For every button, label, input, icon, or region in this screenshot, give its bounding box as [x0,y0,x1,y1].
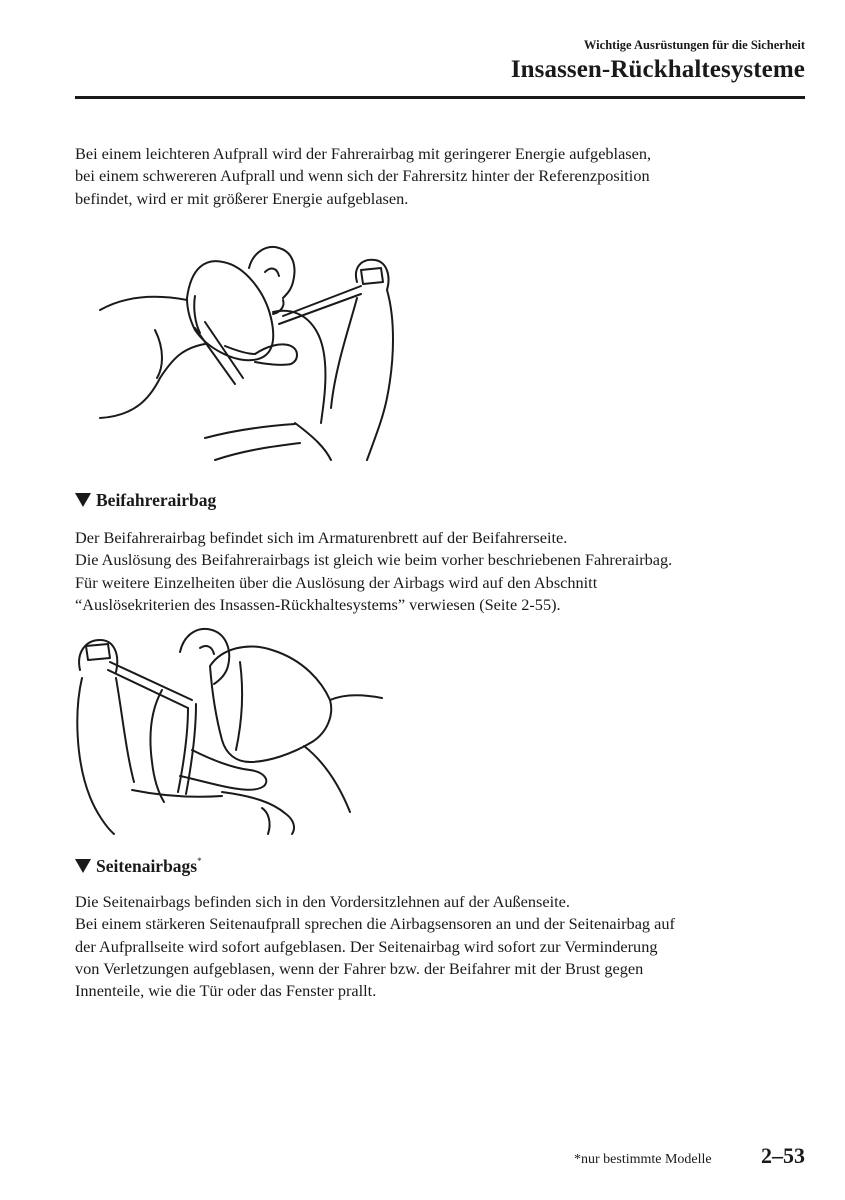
section-label: Wichtige Ausrüstungen für die Sicherheit [583,38,805,52]
passenger-line: Die Auslösung des Beifahrerairbags ist gleich wie beim vorher beschriebenen Fahrerairbag. [75,550,673,570]
section-triangle-icon [75,859,91,873]
driver-headrest [361,268,383,284]
footnote: *nur bestimmte Modelle [574,1152,712,1167]
driver-head [249,247,294,298]
driver-airbag-illustration [95,238,415,463]
header-rule [75,96,805,99]
side-heading [75,856,202,877]
passenger-line: Der Beifahrerairbag befindet sich im Armaturenbrett auf der Beifahrerseite. [75,528,568,547]
passenger-line: Für weitere Einzelheiten über die Auslösung der Airbags wird auf den Abschnitt [75,572,598,592]
side-line: von Verletzungen aufgeblasen, wenn der Fahrer bzw. der Beifahrer mit der Brust gegen [75,958,644,978]
passenger-heading-text: Beifahrerairbag [96,490,217,510]
side-line: der Aufprallseite wird sofort aufgeblasen. Der Seitenairbag wird sofort zur Verminderung [75,936,658,956]
side-line: Innenteile, wie die Tür oder das Fenster prallt. [75,981,377,1001]
passenger-paragraph [75,527,810,616]
footnote-mark: * [197,856,202,866]
side-paragraph [75,891,810,1002]
intro-line: bei einem schwereren Aufprall und wenn sich der Fahrersitz hinter der Referenzposition [75,166,650,186]
passenger-headrest [86,644,110,660]
side-line: Die Seitenairbags befinden sich in den Vordersitzlehnen auf der Außenseite. [75,892,570,911]
intro-line: Bei einem leichteren Aufprall wird der Fahrerairbag mit geringerer Energie aufgeblasen, [75,144,652,163]
page-title: Insassen-Rückhaltesysteme [510,56,805,83]
dashboard-line [100,297,187,310]
intro-line: befindet, wird er mit größerer Energie aufgeblasen. [75,188,409,208]
section-triangle-icon [75,493,91,507]
page-number: 2–53 [761,1143,805,1168]
side-line: Bei einem stärkeren Seitenaufprall sprechen die Airbagsensoren an und der Seitenairbag auf [75,914,675,934]
side-heading-text: Seitenairbags [96,856,198,876]
passenger-airbag-illustration [72,622,392,837]
passenger-line: “Auslösekriterien des Insassen-Rückhaltesystems” verwiesen (Seite 2-55). [75,594,561,614]
passenger-head [180,629,229,684]
passenger-heading [75,490,216,511]
dashboard-lower [100,344,205,418]
intro-paragraph [75,143,810,210]
